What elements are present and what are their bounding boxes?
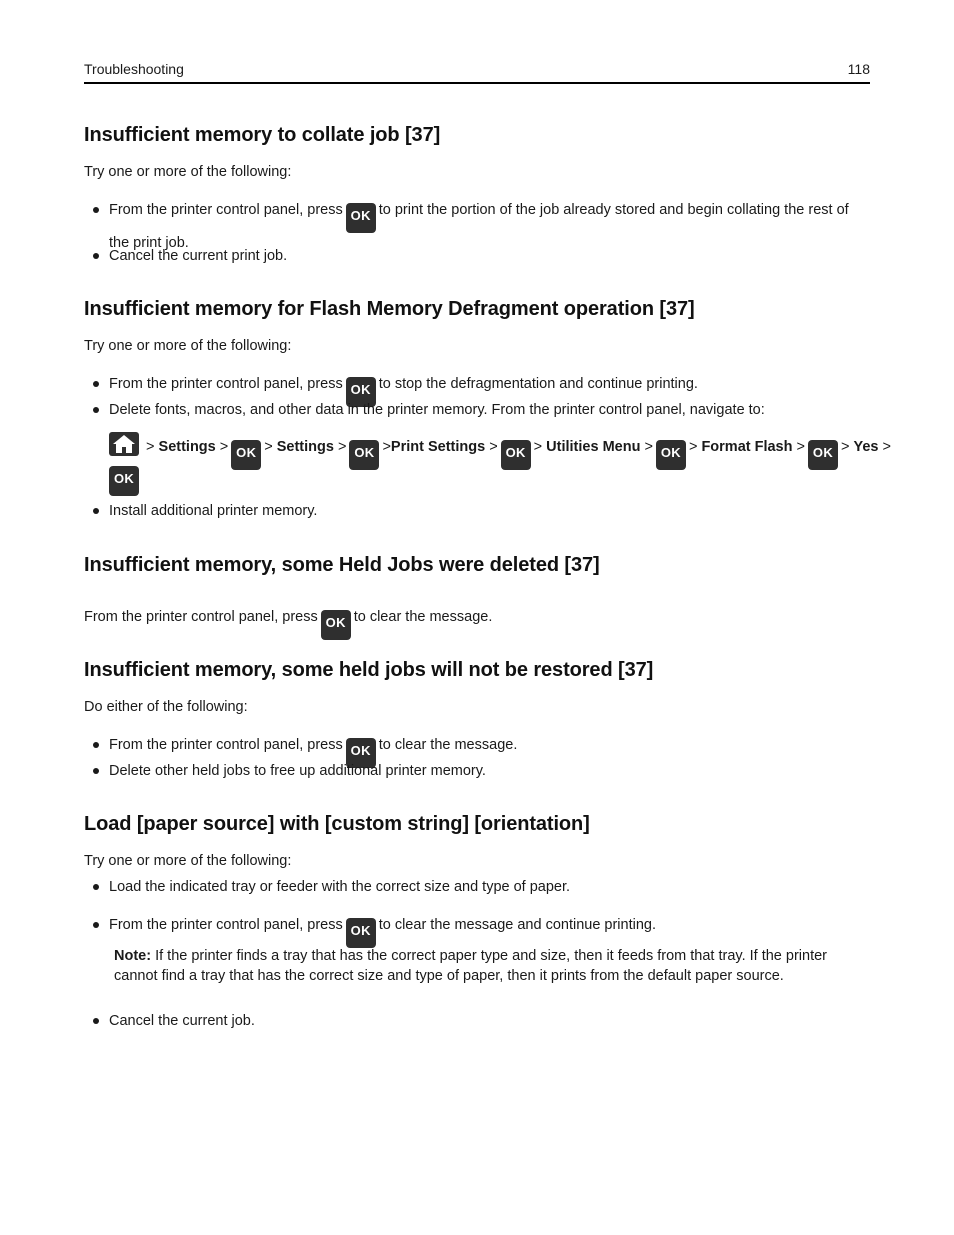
bullet-dot xyxy=(93,407,99,413)
ok-button-icon: OK xyxy=(346,918,376,948)
bullet-dot xyxy=(93,207,99,213)
section-heading-collate: Insufficient memory to collate job [37] xyxy=(84,124,441,146)
nav-item-settings: Settings xyxy=(158,439,216,455)
ok-button-icon: OK xyxy=(656,440,686,470)
text-fragment: From the printer control panel, press xyxy=(109,376,343,392)
ok-button-icon: OK xyxy=(346,203,376,233)
section-intro: Try one or more of the following: xyxy=(84,853,292,869)
nav-separator: > xyxy=(882,439,891,455)
list-item-text: Install additional printer memory. xyxy=(109,503,318,519)
text-fragment: From the printer control panel, press xyxy=(109,202,343,218)
section-intro: Do either of the following: xyxy=(84,699,248,715)
bullet-dot xyxy=(93,922,99,928)
ok-button-icon: OK xyxy=(321,610,351,640)
list-item-text: Cancel the current print job. xyxy=(109,248,288,264)
bullet-dot xyxy=(93,381,99,387)
text-fragment: to clear the message. xyxy=(378,737,518,753)
section-heading-held-jobs-deleted: Insufficient memory, some Held Jobs were deleted [37] xyxy=(84,554,600,576)
nav-separator: > xyxy=(264,439,273,455)
nav-separator: > xyxy=(146,439,155,455)
ok-button-icon: OK xyxy=(808,440,838,470)
section-heading-held-jobs-not-restored: Insufficient memory, some held jobs will not be restored [37] xyxy=(84,659,654,681)
nav-item-print-settings: Print Settings xyxy=(390,439,486,455)
text-fragment: to clear the message and continue printing. xyxy=(378,917,657,933)
text-fragment: From the printer control panel, press xyxy=(109,737,343,753)
navigation-path xyxy=(109,432,891,470)
list-item xyxy=(84,200,870,251)
nav-separator: > xyxy=(489,439,498,455)
list-item-text: Delete fonts, macros, and other data in the printer memory. From the printer control panel, navigate to: xyxy=(109,402,765,418)
note-label: Note: xyxy=(114,948,152,964)
text-fragment: to stop the defragmentation and continue printing. xyxy=(378,376,698,392)
nav-separator: > xyxy=(840,439,850,455)
section-heading-load-paper: Load [paper source] with [custom string] [orientation] xyxy=(84,813,590,835)
list-item-text: Cancel the current job. xyxy=(109,1013,255,1029)
ok-button-icon: OK xyxy=(109,466,139,496)
ok-button-icon: OK xyxy=(231,440,261,470)
section-body xyxy=(84,607,492,640)
ok-button-icon: OK xyxy=(501,440,531,470)
header-section-title: Troubleshooting xyxy=(84,61,184,77)
page-header xyxy=(84,60,870,84)
note-text: If the printer finds a tray that has the correct paper type and size, then it feeds from that tray. If the printer cannot find a tray that has the correct size and type of paper, then it prints from the default paper source. xyxy=(114,948,828,984)
text-fragment: to print the portion of the job already stored and begin collating the rest of the print job. xyxy=(109,202,849,251)
nav-separator: > xyxy=(533,439,543,455)
home-icon xyxy=(109,432,139,456)
ok-button-icon: OK xyxy=(349,440,379,470)
nav-item-utilities-menu: Utilities Menu xyxy=(546,439,641,455)
nav-separator: > xyxy=(382,439,391,455)
page-number: 118 xyxy=(847,61,870,77)
note-block xyxy=(114,946,854,986)
nav-separator: > xyxy=(688,439,698,455)
list-item-text: Delete other held jobs to free up additional printer memory. xyxy=(109,763,486,779)
section-intro: Try one or more of the following: xyxy=(84,338,292,354)
section-intro: Try one or more of the following: xyxy=(84,164,292,180)
list-item-text xyxy=(109,915,870,948)
bullet-dot xyxy=(93,742,99,748)
nav-final-step xyxy=(109,464,139,496)
section-heading-defragment: Insufficient memory for Flash Memory Defragment operation [37] xyxy=(84,298,695,320)
text-fragment: From the printer control panel, press xyxy=(84,609,318,625)
ok-button-icon: OK xyxy=(346,738,376,768)
text-fragment: to clear the message. xyxy=(353,609,493,625)
nav-item-settings: Settings xyxy=(276,439,334,455)
bullet-dot xyxy=(93,1018,99,1024)
list-item-text: Load the indicated tray or feeder with the correct size and type of paper. xyxy=(109,879,571,895)
nav-separator: > xyxy=(219,439,229,455)
text-fragment: From the printer control panel, press xyxy=(109,917,343,933)
nav-item-format-flash: Format Flash xyxy=(701,439,793,455)
nav-separator: > xyxy=(644,439,653,455)
bullet-dot xyxy=(93,508,99,514)
nav-item-yes: Yes xyxy=(853,439,879,455)
bullet-dot xyxy=(93,884,99,890)
bullet-dot xyxy=(93,253,99,259)
nav-separator: > xyxy=(337,439,347,455)
bullet-dot xyxy=(93,768,99,774)
ok-button-icon: OK xyxy=(346,377,376,407)
nav-separator: > xyxy=(796,439,805,455)
